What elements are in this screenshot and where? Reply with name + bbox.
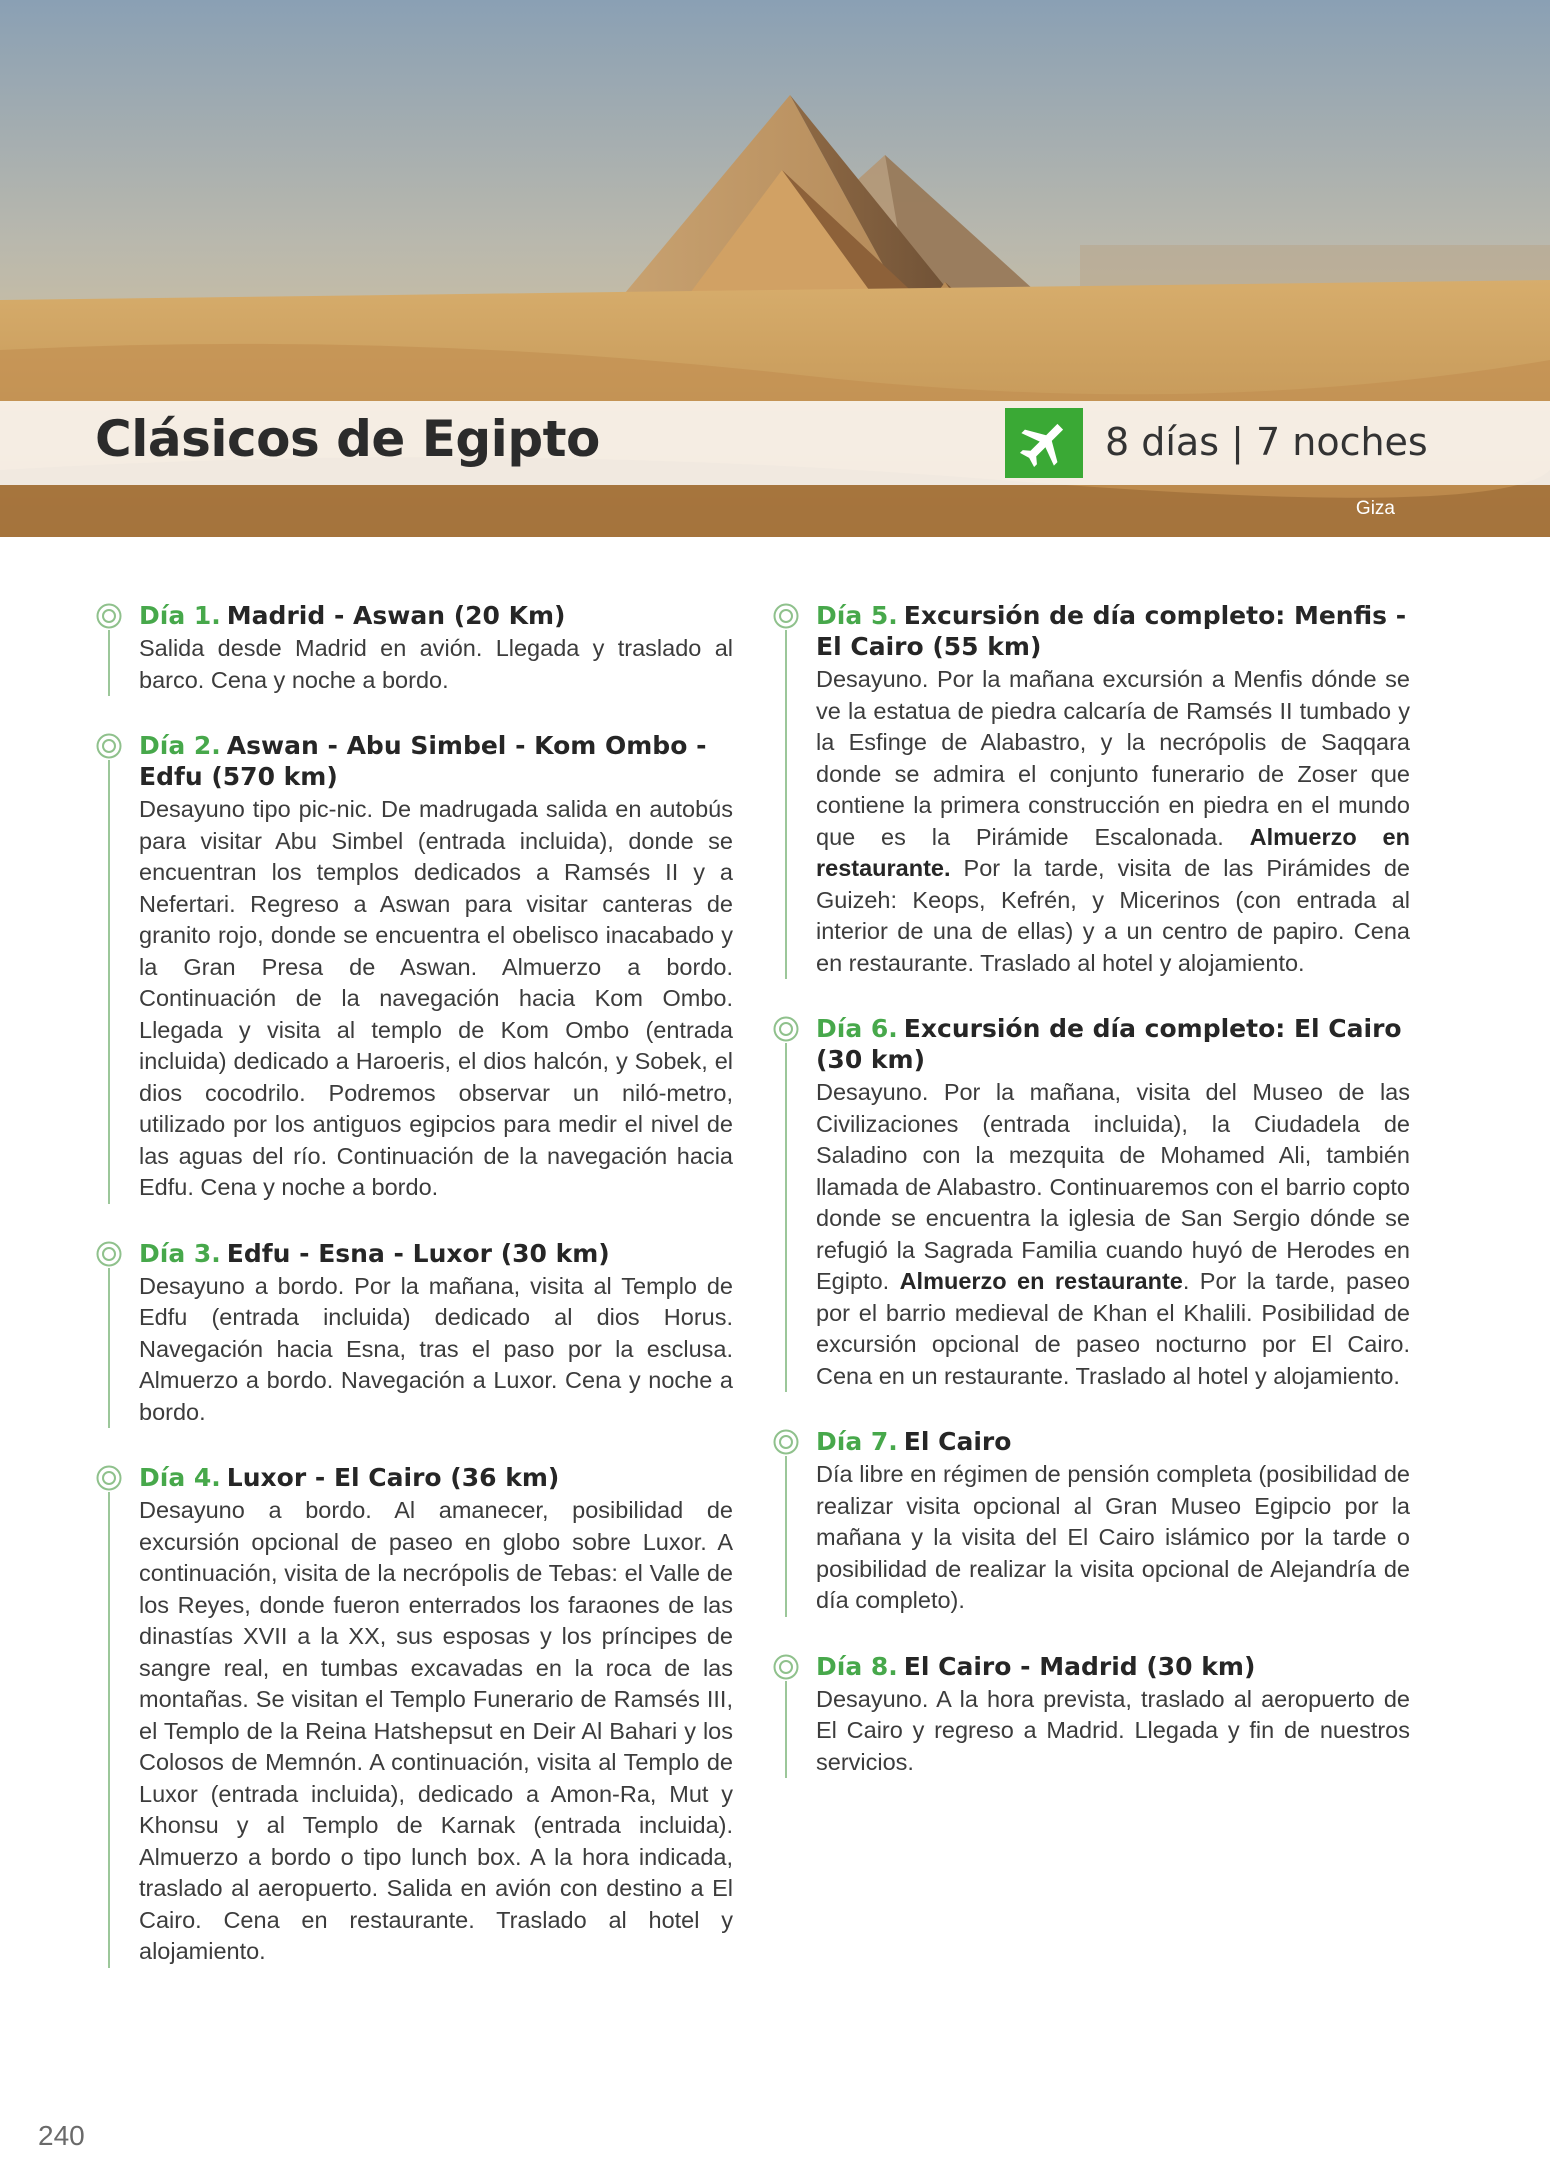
timeline-line [108, 630, 110, 696]
timeline-line [785, 630, 787, 979]
transport-badge [1005, 408, 1083, 478]
day-description [139, 1495, 733, 1968]
timeline-marker-icon [95, 1240, 123, 1268]
photo-caption: Giza [1355, 498, 1395, 519]
day-description [139, 633, 733, 696]
day-label: Día 7. [816, 1427, 898, 1456]
day-label: Día 4. [139, 1463, 221, 1492]
itinerary-day [95, 730, 733, 1204]
trip-duration: 8 días | 7 noches [1105, 420, 1428, 464]
itinerary-day [95, 1462, 733, 1968]
itinerary-day [772, 600, 1410, 979]
day-description [816, 1077, 1410, 1392]
day-title: Luxor - El Cairo (36 km) [226, 1463, 560, 1492]
day-heading [816, 1013, 1410, 1075]
timeline-line [108, 1268, 110, 1429]
day-text: Desayuno. Por la mañana excursión a Menfis dónde se ve la estatua de piedra calcaría de Ramsés II tumbado y la Esfinge de Alabastro, y la necrópolis de Saqqara donde se admira el conjunto funerario de Zoser que contiene la primera construcción en piedra en el mundo que es la Pirámide Escalonada. [816, 666, 1410, 850]
day-text: Desayuno. A la hora prevista, traslado al aeropuerto de El Cairo y regreso a Madrid. Llegada y fin de nuestros servicios. [816, 1685, 1410, 1775]
day-text: . Por la tarde, paseo por el barrio medieval de Khan el Khalili. Posibilidad de excursión opcional de paseo nocturno por El Cairo. Cena en un restaurante. Traslado al hotel y alojamiento. [816, 1268, 1410, 1389]
day-title: Excursión de día completo: El Cairo (30 km) [816, 1014, 1402, 1074]
day-title: Madrid - Aswan (20 Km) [226, 601, 566, 630]
day-heading [816, 600, 1410, 662]
timeline-marker-icon [95, 1464, 123, 1492]
day-text: Salida desde Madrid en avión. Llegada y traslado al barco. Cena y noche a bordo. [139, 635, 733, 693]
timeline-line [785, 1456, 787, 1617]
day-label: Día 8. [816, 1651, 898, 1681]
day-description [139, 1271, 733, 1429]
day-text: Desayuno. Por la mañana, visita del Museo de las Civilizaciones (entrada incluida), la Ciudadela de Saladino con la mezquita de Mohamed Ali, también llamada de Alabastro. Continuaremos con el barrio copto donde se encuentra la iglesia de San Sergio dónde se refugió la Sagrada Familia cuando huyó de Herodes en Egipto. [816, 1079, 1410, 1294]
day-description [816, 1684, 1410, 1779]
itinerary-day [772, 1013, 1410, 1392]
day-label: Día 1. [139, 601, 221, 630]
day-label: Día 6. [816, 1014, 898, 1043]
day-text: Desayuno a bordo. Por la mañana, visita al Templo de Edfu (entrada incluida) dedicado al dios Horus. Navegación hacia Esna, tras el paso por la esclusa. Almuerzo a bordo. Navegación a Luxor. Cena y noche a bordo. [139, 1272, 733, 1425]
itinerary-column-left [95, 600, 733, 2002]
day-text-highlight: Almuerzo en restaurante. [816, 823, 1410, 881]
timeline-marker-icon [95, 732, 123, 760]
day-description [816, 1459, 1410, 1617]
day-text-highlight: Almuerzo en restaurante [899, 1268, 1183, 1294]
day-title: Edfu - Esna - Luxor (30 km) [226, 1238, 610, 1268]
page-number: 240 [38, 2120, 85, 2151]
day-title: Aswan - Abu Simbel - Kom Ombo - Edfu (570 km) [139, 731, 707, 791]
day-title: El Cairo - Madrid (30 km) [903, 1651, 1256, 1681]
day-description [139, 794, 733, 1204]
timeline-marker-icon [772, 1428, 800, 1456]
day-heading [139, 1462, 733, 1493]
timeline-line [785, 1043, 787, 1392]
itinerary-day [772, 1651, 1410, 1779]
day-title: El Cairo [903, 1427, 1012, 1456]
day-heading [139, 730, 733, 792]
day-text: Por la tarde, visita de las Pirámides de Guizeh: Keops, Kefrén, y Micerinos (con entrada al interior de una de ellas) y a un centro de papiro. Cena en restaurante. Traslado al hotel y alojamiento. [816, 855, 1410, 976]
itinerary-column-right [772, 600, 1410, 1812]
day-heading [139, 600, 733, 631]
timeline-line [785, 1681, 787, 1779]
page-title: Clásicos de Egipto [95, 410, 600, 468]
day-description [816, 664, 1410, 979]
itinerary-day [772, 1426, 1410, 1617]
itinerary-day [95, 600, 733, 696]
airplane-icon [1017, 416, 1071, 470]
day-text: Día libre en régimen de pensión completa (posibilidad de realizar visita opcional al Gran Museo Egipcio por la mañana y la visita del El Cairo islámico por la tarde o posibilidad de realizar la visita opcional de Alejandría de día completo). [816, 1461, 1410, 1613]
day-heading [139, 1238, 733, 1269]
day-label: Día 2. [139, 731, 221, 760]
timeline-marker-icon [772, 602, 800, 630]
day-heading [816, 1426, 1410, 1457]
day-heading [816, 1651, 1410, 1682]
timeline-marker-icon [772, 1015, 800, 1043]
day-title: Excursión de día completo: Menfis - El Cairo (55 km) [816, 601, 1407, 661]
day-text: Desayuno a bordo. Al amanecer, posibilidad de excursión opcional de paseo en globo sobre Luxor. A continuación, visita de la necrópolis de Tebas: el Valle de los Reyes, donde fueron enterrados los faraones de las dinastías XVII a la XX, sus esposas y los príncipes de sangre real, en tumbas excavadas en la roca de las montañas. Se visitan el Templo Funerario de Ramsés III, el Templo de la Reina Hatshepsut en Deir Al Bahari y los Colosos de Memnón. A continuación, visita al Templo de Luxor (entrada incluida), dedicado a Amon-Ra, Mut y Khonsu y al Templo de Karnak (entrada incluida). Almuerzo a bordo o tipo lunch box. A la hora indicada, traslado al aeropuerto. Salida en avión con destino a El Cairo. Cena en restaurante. Traslado al hotel y alojamiento. [139, 1497, 733, 1964]
day-label: Día 5. [816, 601, 898, 630]
timeline-marker-icon [95, 602, 123, 630]
timeline-marker-icon [772, 1653, 800, 1681]
day-label: Día 3. [139, 1238, 221, 1268]
itinerary-day [95, 1238, 733, 1429]
timeline-line [108, 1492, 110, 1968]
day-text: Desayuno tipo pic-nic. De madrugada salida en autobús para visitar Abu Simbel (entrada incluida), donde se encuentran los templos dedicados a Ramsés II y a Nefertari. Regreso a Aswan para visitar canteras de granito rojo, donde se encuentra el obelisco inacabado y la Gran Presa de Aswan. Almuerzo a bordo. Continuación de la navegación hacia Kom Ombo. Llegada y visita al templo de Kom Ombo (entrada incluida) dedicado a Haroeris, el dios halcón, y Sobek, el dios cocodrilo. Podremos observar un niló-metro, utilizado por los antiguos egipcios para medir el nivel de las aguas del río. Continuación de la navegación hacia Edfu. Cena y noche a bordo. [139, 796, 733, 1200]
timeline-line [108, 760, 110, 1204]
